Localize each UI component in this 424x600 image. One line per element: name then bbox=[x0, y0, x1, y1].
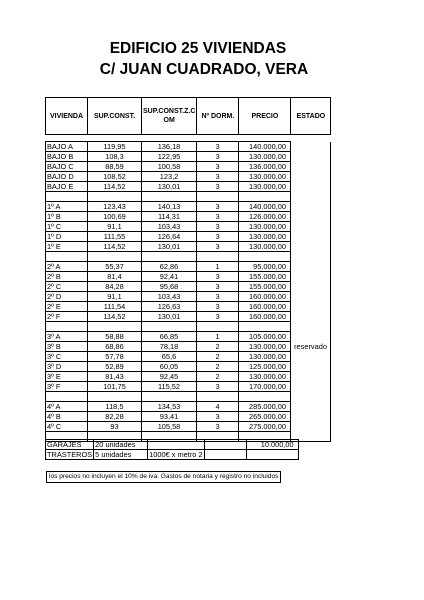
spacer-cell bbox=[88, 392, 142, 402]
units-table bbox=[45, 141, 331, 442]
spacer-row bbox=[46, 252, 331, 262]
cell-sup-const-zcom: 130,01 bbox=[142, 242, 197, 252]
cell-estado bbox=[291, 382, 331, 392]
spacer-cell bbox=[291, 392, 331, 402]
cell-estado bbox=[291, 162, 331, 172]
cell-sup-const-zcom: 65,6 bbox=[142, 352, 197, 362]
cell-estado bbox=[291, 172, 331, 182]
cell-estado bbox=[291, 262, 331, 272]
spacer-cell bbox=[197, 322, 239, 332]
cell-precio: 160.000,00 bbox=[239, 292, 291, 302]
cell-estado bbox=[291, 312, 331, 322]
table-row bbox=[46, 402, 331, 412]
cell-vivienda: 1º B bbox=[46, 212, 88, 222]
spacer-cell bbox=[88, 322, 142, 332]
cell-sup-const: 88,59 bbox=[88, 162, 142, 172]
cell-sup-const: 114,52 bbox=[88, 182, 142, 192]
cell-estado bbox=[291, 412, 331, 422]
cell-sup-const-zcom: 114,31 bbox=[142, 212, 197, 222]
cell-sup-const-zcom: 140,13 bbox=[142, 202, 197, 212]
cell-sup-const-zcom: 66,85 bbox=[142, 332, 197, 342]
column-header-sup-const-zcom: SUP.CONST.Z.C OM bbox=[142, 98, 197, 135]
table-row bbox=[46, 202, 331, 212]
spacer-cell bbox=[46, 322, 88, 332]
cell-estado bbox=[291, 282, 331, 292]
extras-note: 1000€ x metro 2 bbox=[149, 450, 203, 459]
cell-precio: 95.000,00 bbox=[239, 262, 291, 272]
cell-precio: 125.000,00 bbox=[239, 362, 291, 372]
cell-sup-const-zcom: 103,43 bbox=[142, 292, 197, 302]
cell-dormitorios: 3 bbox=[197, 272, 239, 282]
cell-vivienda: BAJO D bbox=[46, 172, 88, 182]
column-header-sup-const: SUP.CONST. bbox=[88, 98, 142, 135]
table-row bbox=[46, 372, 331, 382]
cell-sup-const-zcom: 78,18 bbox=[142, 342, 197, 352]
spacer-cell bbox=[46, 392, 88, 402]
extras-price bbox=[246, 450, 298, 460]
cell-vivienda: 2º E bbox=[46, 302, 88, 312]
cell-sup-const: 114,52 bbox=[88, 312, 142, 322]
spacer-row bbox=[46, 192, 331, 202]
extras-units: 20 unidades bbox=[94, 440, 148, 450]
extras-row bbox=[46, 440, 299, 450]
cell-vivienda: BAJO B bbox=[46, 152, 88, 162]
cell-estado bbox=[291, 352, 331, 362]
cell-sup-const-zcom: 60,05 bbox=[142, 362, 197, 372]
cell-sup-const-zcom: 126,63 bbox=[142, 302, 197, 312]
footnote: los precios no incluyen el 10% de iva. Gastos de notaria y registro no incluidos bbox=[46, 471, 281, 483]
cell-sup-const: 111,55 bbox=[88, 232, 142, 242]
column-header-estado: ESTADO bbox=[291, 98, 331, 135]
cell-dormitorios: 3 bbox=[197, 312, 239, 322]
extras-label: GARAJES bbox=[46, 440, 94, 450]
table-row bbox=[46, 292, 331, 302]
cell-dormitorios: 3 bbox=[197, 242, 239, 252]
table-row bbox=[46, 142, 331, 152]
table-row bbox=[46, 272, 331, 282]
extras-row bbox=[46, 450, 299, 460]
table-row bbox=[46, 152, 331, 162]
cell-vivienda: BAJO E bbox=[46, 182, 88, 192]
cell-estado bbox=[291, 372, 331, 382]
cell-sup-const: 114,52 bbox=[88, 242, 142, 252]
table-row bbox=[46, 262, 331, 272]
column-header-dormitorios: Nº DORM. bbox=[197, 98, 239, 135]
cell-vivienda: 4º C bbox=[46, 422, 88, 432]
table-row bbox=[46, 232, 331, 242]
cell-precio: 130.000,00 bbox=[239, 172, 291, 182]
cell-vivienda: 3º D bbox=[46, 362, 88, 372]
cell-precio: 130.000,00 bbox=[239, 152, 291, 162]
cell-precio: 155.000,00 bbox=[239, 272, 291, 282]
cell-estado bbox=[291, 222, 331, 232]
cell-estado bbox=[291, 272, 331, 282]
cell-estado bbox=[291, 422, 331, 432]
table-row bbox=[46, 242, 331, 252]
cell-sup-const-zcom: 105,58 bbox=[142, 422, 197, 432]
extras-note bbox=[148, 440, 204, 450]
cell-precio: 275.000,00 bbox=[239, 422, 291, 432]
cell-sup-const: 82,28 bbox=[88, 412, 142, 422]
spacer-cell bbox=[142, 392, 197, 402]
cell-precio: 265.000,00 bbox=[239, 412, 291, 422]
cell-dormitorios: 3 bbox=[197, 142, 239, 152]
cell-sup-const: 68,86 bbox=[88, 342, 142, 352]
cell-vivienda: 1º D bbox=[46, 232, 88, 242]
extras-empty bbox=[204, 440, 246, 450]
extras-price: 10.000,00 bbox=[246, 440, 298, 450]
cell-estado bbox=[291, 362, 331, 372]
cell-sup-const: 111,54 bbox=[88, 302, 142, 312]
cell-sup-const: 101,75 bbox=[88, 382, 142, 392]
cell-sup-const-zcom: 126,64 bbox=[142, 232, 197, 242]
cell-vivienda: 3º B bbox=[46, 342, 88, 352]
cell-sup-const: 84,28 bbox=[88, 282, 142, 292]
cell-dormitorios: 3 bbox=[197, 212, 239, 222]
cell-sup-const-zcom: 92,41 bbox=[142, 272, 197, 282]
cell-vivienda: BAJO A bbox=[46, 142, 88, 152]
cell-precio: 126.000,00 bbox=[239, 212, 291, 222]
table-row bbox=[46, 382, 331, 392]
cell-sup-const-zcom: 123,2 bbox=[142, 172, 197, 182]
table-row bbox=[46, 312, 331, 322]
cell-sup-const: 91,1 bbox=[88, 222, 142, 232]
column-header-vivienda: VIVIENDA bbox=[46, 98, 88, 135]
cell-precio: 136.000,00 bbox=[239, 162, 291, 172]
cell-dormitorios: 3 bbox=[197, 292, 239, 302]
extras-table bbox=[45, 439, 299, 460]
table-row bbox=[46, 182, 331, 192]
cell-vivienda: 2º C bbox=[46, 282, 88, 292]
cell-estado bbox=[291, 292, 331, 302]
cell-precio: 285.000,00 bbox=[239, 402, 291, 412]
cell-sup-const: 123,43 bbox=[88, 202, 142, 212]
cell-dormitorios: 3 bbox=[197, 302, 239, 312]
spacer-cell bbox=[46, 192, 88, 202]
cell-estado bbox=[291, 152, 331, 162]
cell-estado bbox=[291, 232, 331, 242]
spacer-cell bbox=[197, 252, 239, 262]
cell-estado bbox=[291, 302, 331, 312]
cell-precio: 130.000,00 bbox=[239, 182, 291, 192]
cell-precio: 140.000,00 bbox=[239, 202, 291, 212]
cell-precio: 140.000,00 bbox=[239, 142, 291, 152]
spacer-row bbox=[46, 322, 331, 332]
cell-sup-const-zcom: 95,68 bbox=[142, 282, 197, 292]
spacer-cell bbox=[239, 392, 291, 402]
cell-dormitorios: 3 bbox=[197, 202, 239, 212]
cell-sup-const-zcom: 134,53 bbox=[142, 402, 197, 412]
table-row bbox=[46, 162, 331, 172]
spacer-cell bbox=[88, 192, 142, 202]
cell-sup-const-zcom: 103,43 bbox=[142, 222, 197, 232]
cell-dormitorios: 3 bbox=[197, 152, 239, 162]
cell-dormitorios: 2 bbox=[197, 372, 239, 382]
cell-vivienda: 1º A bbox=[46, 202, 88, 212]
cell-precio: 170.000,00 bbox=[239, 382, 291, 392]
spacer-cell bbox=[239, 322, 291, 332]
cell-vivienda: 2º B bbox=[46, 272, 88, 282]
cell-dormitorios: 2 bbox=[197, 342, 239, 352]
cell-precio: 130.000,00 bbox=[239, 352, 291, 362]
cell-estado bbox=[291, 212, 331, 222]
cell-sup-const-zcom: 62,86 bbox=[142, 262, 197, 272]
spacer-cell bbox=[239, 192, 291, 202]
cell-dormitorios: 2 bbox=[197, 352, 239, 362]
cell-estado bbox=[291, 242, 331, 252]
cell-sup-const: 93 bbox=[88, 422, 142, 432]
cell-precio: 130.000,00 bbox=[239, 232, 291, 242]
cell-vivienda: 3º A bbox=[46, 332, 88, 342]
cell-sup-const-zcom: 130,01 bbox=[142, 312, 197, 322]
cell-sup-const: 119,95 bbox=[88, 142, 142, 152]
cell-precio: 155.000,00 bbox=[239, 282, 291, 292]
cell-precio: 105.000,00 bbox=[239, 332, 291, 342]
spacer-cell bbox=[142, 322, 197, 332]
spacer-cell bbox=[88, 252, 142, 262]
table-row bbox=[46, 282, 331, 292]
cell-dormitorios: 3 bbox=[197, 222, 239, 232]
spacer-cell bbox=[291, 252, 331, 262]
cell-estado bbox=[291, 402, 331, 412]
cell-vivienda: 2º F bbox=[46, 312, 88, 322]
cell-sup-const: 58,88 bbox=[88, 332, 142, 342]
table-row bbox=[46, 172, 331, 182]
cell-sup-const-zcom: 130,01 bbox=[142, 182, 197, 192]
cell-vivienda: 3º F bbox=[46, 382, 88, 392]
cell-estado: reservado bbox=[291, 342, 331, 352]
extras-label: TRASTEROS bbox=[47, 450, 93, 459]
spacer-cell bbox=[197, 192, 239, 202]
cell-sup-const-zcom: 136,18 bbox=[142, 142, 197, 152]
cell-dormitorios: 3 bbox=[197, 382, 239, 392]
cell-estado bbox=[291, 332, 331, 342]
cell-vivienda: 3º E bbox=[46, 372, 88, 382]
cell-dormitorios: 2 bbox=[197, 362, 239, 372]
table-row bbox=[46, 362, 331, 372]
cell-dormitorios: 1 bbox=[197, 332, 239, 342]
column-header-precio: PRECIO bbox=[239, 98, 291, 135]
table-row bbox=[46, 352, 331, 362]
cell-precio: 130.000,00 bbox=[239, 342, 291, 352]
spacer-cell bbox=[46, 252, 88, 262]
cell-dormitorios: 3 bbox=[197, 162, 239, 172]
cell-sup-const: 52,89 bbox=[88, 362, 142, 372]
spacer-cell bbox=[197, 392, 239, 402]
cell-precio: 130.000,00 bbox=[239, 242, 291, 252]
cell-sup-const: 57,78 bbox=[88, 352, 142, 362]
spacer-cell bbox=[142, 192, 197, 202]
page-title: EDIFICIO 25 VIVIENDAS bbox=[109, 40, 287, 57]
table-row bbox=[46, 332, 331, 342]
spacer-cell bbox=[291, 192, 331, 202]
column-header-row bbox=[45, 97, 331, 135]
cell-estado bbox=[291, 142, 331, 152]
cell-dormitorios: 3 bbox=[197, 232, 239, 242]
cell-dormitorios: 3 bbox=[197, 182, 239, 192]
cell-precio: 160.000,00 bbox=[239, 302, 291, 312]
cell-sup-const: 81,4 bbox=[88, 272, 142, 282]
cell-vivienda: 4º B bbox=[46, 412, 88, 422]
table-row bbox=[46, 422, 331, 432]
cell-vivienda: 1º C bbox=[46, 222, 88, 232]
table-row bbox=[46, 212, 331, 222]
spacer-row bbox=[46, 392, 331, 402]
extras-units: 5 unidades bbox=[94, 450, 148, 460]
cell-precio: 130.000,00 bbox=[239, 372, 291, 382]
cell-dormitorios: 3 bbox=[197, 282, 239, 292]
cell-sup-const-zcom: 93,41 bbox=[142, 412, 197, 422]
extras-empty bbox=[204, 450, 246, 460]
table-row bbox=[46, 222, 331, 232]
cell-vivienda: BAJO C bbox=[46, 162, 88, 172]
cell-vivienda: 2º D bbox=[46, 292, 88, 302]
cell-dormitorios: 4 bbox=[197, 402, 239, 412]
spacer-cell bbox=[142, 252, 197, 262]
cell-vivienda: 1º E bbox=[46, 242, 88, 252]
cell-sup-const: 100,69 bbox=[88, 212, 142, 222]
cell-sup-const-zcom: 92,45 bbox=[142, 372, 197, 382]
cell-sup-const-zcom: 122,95 bbox=[142, 152, 197, 162]
cell-sup-const: 108,3 bbox=[88, 152, 142, 162]
cell-dormitorios: 1 bbox=[197, 262, 239, 272]
cell-dormitorios: 3 bbox=[197, 172, 239, 182]
page-subtitle: C/ JUAN CUADRADO, VERA bbox=[99, 61, 309, 78]
cell-vivienda: 3º C bbox=[46, 352, 88, 362]
cell-sup-const-zcom: 115,52 bbox=[142, 382, 197, 392]
cell-sup-const: 55,37 bbox=[88, 262, 142, 272]
cell-vivienda: 4º A bbox=[46, 402, 88, 412]
table-row bbox=[46, 412, 331, 422]
cell-sup-const: 108,52 bbox=[88, 172, 142, 182]
cell-estado bbox=[291, 202, 331, 212]
cell-precio: 130.000,00 bbox=[239, 222, 291, 232]
cell-precio: 160.000,00 bbox=[239, 312, 291, 322]
cell-vivienda: 2º A bbox=[46, 262, 88, 272]
table-row bbox=[46, 302, 331, 312]
table-row bbox=[46, 342, 331, 352]
cell-dormitorios: 3 bbox=[197, 412, 239, 422]
cell-sup-const-zcom: 100,58 bbox=[142, 162, 197, 172]
spacer-cell bbox=[239, 252, 291, 262]
cell-sup-const: 81,43 bbox=[88, 372, 142, 382]
spacer-cell bbox=[291, 322, 331, 332]
cell-dormitorios: 3 bbox=[197, 422, 239, 432]
cell-sup-const: 118,5 bbox=[88, 402, 142, 412]
cell-sup-const: 91,1 bbox=[88, 292, 142, 302]
cell-estado bbox=[291, 182, 331, 192]
